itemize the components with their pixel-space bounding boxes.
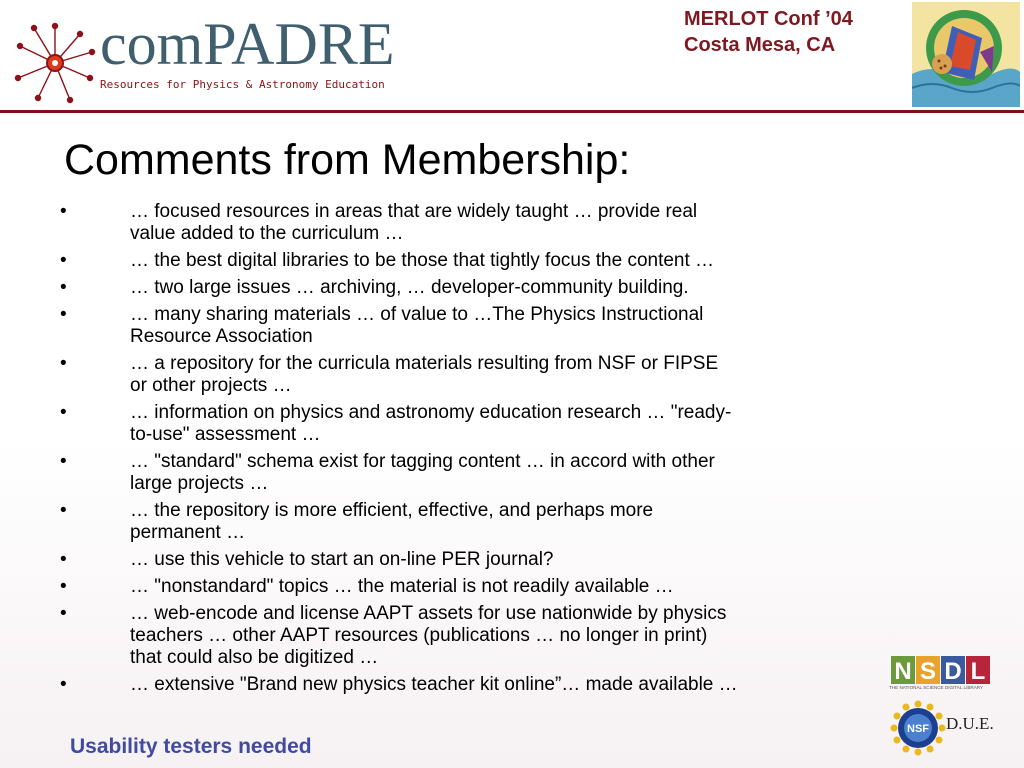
nsdl-letter-l: L [970, 658, 986, 685]
bullet-icon: • [60, 451, 67, 472]
bullet-icon: • [60, 500, 67, 521]
list-item [60, 402, 880, 446]
list-item-text: … many sharing materials … of value to …The Physics Instructional Resource Association [130, 304, 704, 347]
list-item [60, 576, 880, 598]
list-item [60, 451, 880, 495]
list-item [60, 353, 880, 397]
list-item [60, 500, 880, 544]
nsdl-letter-s: S [919, 658, 937, 685]
bullet-icon: • [60, 402, 67, 423]
bullet-icon: • [60, 576, 67, 597]
conference-name: MERLOT Conf ’04 [684, 8, 853, 30]
list-item-text: … focused resources in areas that are widely taught … provide real value added to the curriculum … [130, 201, 698, 244]
list-item-text: … web-encode and license AAPT assets for use nationwide by physics teachers … other AAPT resources (publications … no longer in print) that could also be digitized … [130, 603, 727, 668]
bullet-icon: • [60, 304, 67, 325]
list-item-text: … two large issues … archiving, … developer-community building. [130, 277, 689, 298]
compadre-logo-word: comPADRE [100, 11, 395, 77]
list-item [60, 304, 880, 348]
list-item [60, 674, 880, 696]
nsf-seal-text: NSF [907, 723, 929, 735]
list-item [60, 603, 880, 669]
compadre-logo-tagline: Resources for Physics & Astronomy Education [100, 78, 385, 91]
nsf-seal-icon [890, 700, 946, 756]
nsdl-letter-n: N [894, 658, 912, 685]
conference-label [684, 6, 853, 58]
list-item-text: … a repository for the curricula materials resulting from NSF or FIPSE or other projects … [130, 353, 719, 396]
list-item [60, 549, 880, 571]
comment-list [60, 201, 880, 701]
list-item-text: … the repository is more efficient, effective, and perhaps more permanent … [130, 500, 654, 543]
bullet-icon: • [60, 277, 67, 298]
list-item-text: … "nonstandard" topics … the material is not readily available … [130, 576, 674, 597]
list-item-text: … "standard" schema exist for tagging content … in accord with other large projects … [130, 451, 715, 494]
list-item-text: … use this vehicle to start an on-line PER journal? [130, 549, 554, 570]
list-item [60, 277, 880, 299]
nsdl-letter-d: D [944, 658, 962, 685]
bullet-icon: • [60, 201, 67, 222]
nsdl-caption: THE NATIONAL SCIENCE DIGITAL LIBRARY [889, 685, 984, 690]
bullet-icon: • [60, 674, 67, 695]
bullet-icon: • [60, 603, 67, 624]
due-label: D.U.E. [946, 714, 994, 733]
bullet-icon: • [60, 250, 67, 271]
list-item-text: … extensive "Brand new physics teacher kit online”… made available … [130, 674, 738, 695]
footer-note: Usability testers needed [70, 735, 312, 758]
bullet-icon: • [60, 353, 67, 374]
merlot-conference-logo-icon [912, 2, 1020, 107]
list-item-text: … the best digital libraries to be those that tightly focus the content … [130, 250, 715, 271]
compadre-starburst-icon [14, 22, 96, 104]
list-item [60, 201, 880, 245]
slide-title: Comments from Membership: [64, 136, 631, 184]
conference-location: Costa Mesa, CA [684, 34, 836, 56]
list-item [60, 250, 880, 272]
bullet-icon: • [60, 549, 67, 570]
list-item-text: … information on physics and astronomy education research … "ready- to-use" assessment … [130, 402, 732, 445]
